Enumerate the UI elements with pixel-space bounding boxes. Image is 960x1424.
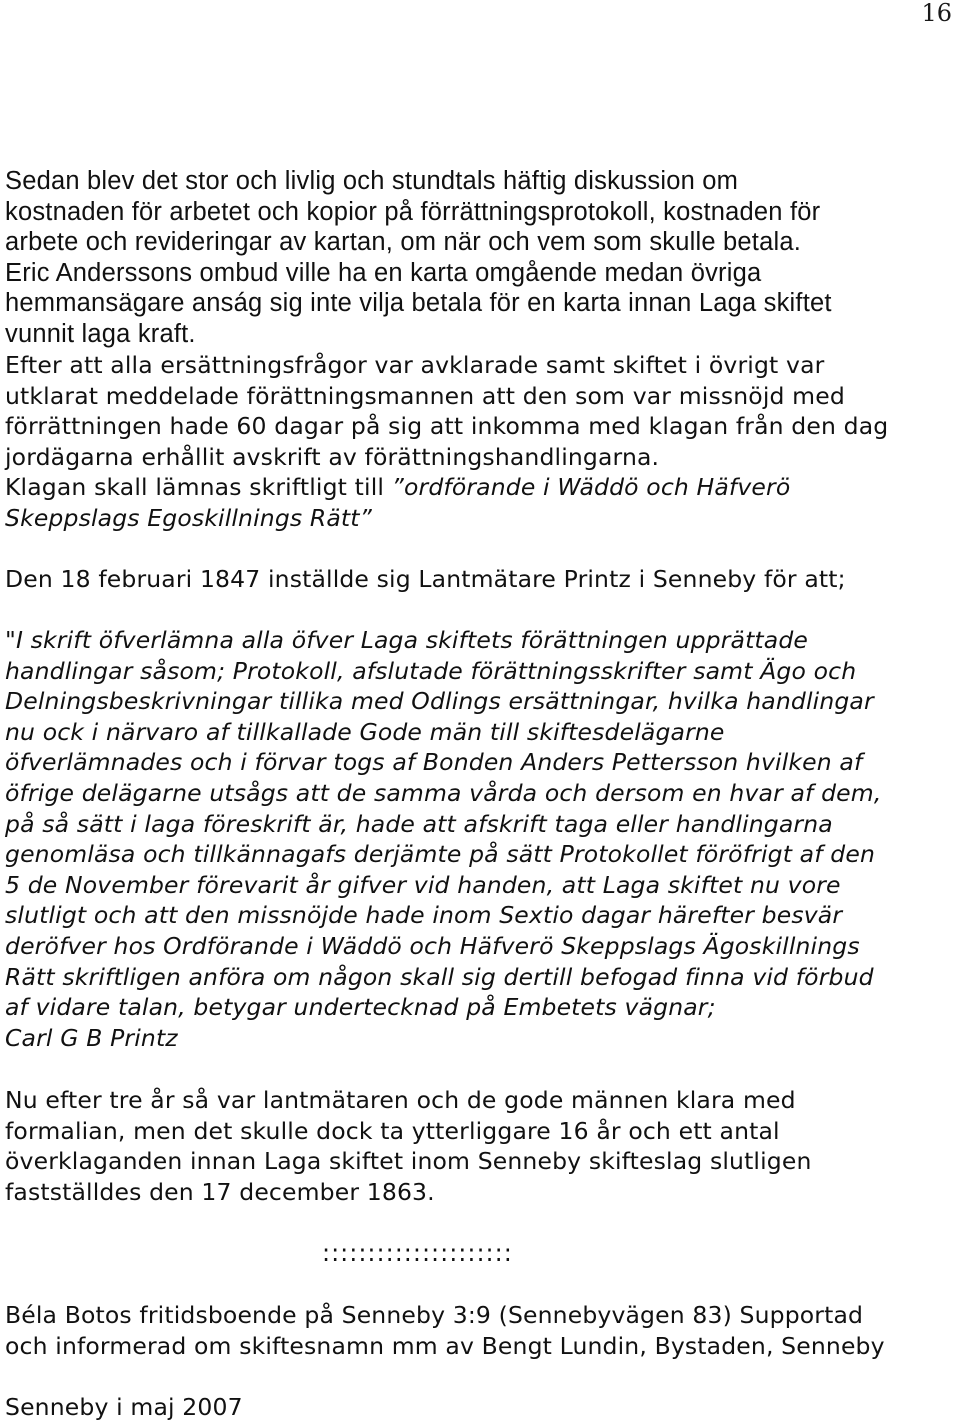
paragraph-date [5,564,953,595]
quote-line: öfverlämnades och i förvar togs af Bonden Anders Pettersson hvilken af [5,748,863,777]
text-line: Senneby i maj 2007 [5,1393,243,1421]
signoff [5,1392,953,1423]
text-line: Nu efter tre år så var lantmätaren och de gode männen klara med [5,1086,796,1114]
text-line: Eric Anderssons ombud ville ha en karta omgående medan övriga [5,258,762,287]
text-line: och informerad om skiftesnamn mm av Bengt Lundin, Bystaden, Senneby [5,1331,885,1360]
quote-printz [5,625,953,1053]
text-line: arbete och revideringar av kartan, om när och vem som skulle betala. [5,228,801,257]
quote-line: nu ock i närvaro af tillkallade Gode män till skiftesdelägarne [5,717,725,746]
text-line: jordägarna erhållit avskrift av förättningshandlingarna. [5,442,660,471]
quote-line: handlingar såsom; Protokoll, afslutade förättningsskrifter samt Ägo och [5,656,857,685]
quote-line: slutligt och att den missnöjde hade inom Sextio dagar härefter besvär [5,901,843,930]
quote-line: af vidare talan, betygar undertecknad på Embetets vägnar; [5,993,716,1022]
quote-line: öfrige delägarne utsågs att de samma vårda och dersom en hvar af dem, [5,778,882,807]
paragraph-discussion [5,166,953,350]
klagan-prefix: Klagan skall lämnas skriftligt till [5,473,392,502]
quote-line: genomläsa och tillkännagafs derjämte på sätt Protokollet föröfrigt af den [5,840,875,869]
quote-line: "I skrift öfverlämna alla öfver Laga skiftets förättningen upprättade [5,626,809,654]
text-line: utklarat meddelade förättningsmannen att den som var missnöjd med [5,381,845,410]
paragraph-klagan [5,350,953,534]
text-line: kostnaden för arbetet och kopior på förrättningsprotokoll, kostnaden för [5,197,821,226]
quote-line: på så sätt i laga föreskrift är, hade att afskrift taga eller handlingarna [5,809,833,838]
text-line: hemmansägare anság sig inte vilja betala för en karta innan Laga skiftet [5,289,832,318]
quote-line: Rätt skriftligen anföra om någon skall sig dertill befogad finna vid förbud [5,962,874,991]
text-line: fastställdes den 17 december 1863. [5,1177,435,1206]
page-number: 16 [921,0,952,27]
quote-line: Delningsbeskrivningar tillika med Odlings ersättningar, hvilka handlingar [5,687,874,716]
text-line: överklaganden innan Laga skiftet inom Senneby skifteslag slutligen [5,1147,812,1176]
text-line [5,472,953,503]
text-line: vunnit laga kraft. [5,319,196,348]
text-line: Den 18 februari 1847 inställde sig Lantmätare Printz i Senneby för att; [5,565,846,593]
text-line: förrättningen hade 60 dagar på sig att inkomma med klagan från den dag [5,412,889,441]
court-name-italic: ”ordförande i Wäddö och Häfverö [391,473,791,502]
section-divider: ::::::::::::::::::::: [322,1239,513,1267]
text-line: Béla Botos fritidsboende på Senneby 3:9 (Sennebyvägen 83) Supportad [5,1301,864,1329]
text-line: Efter att alla ersättningsfrågor var avklarade samt skiftet i övrigt var [5,351,825,379]
paragraph-conclusion [5,1085,953,1207]
credits [5,1300,953,1361]
text-line: Sedan blev det stor och livlig och stundtals häftig diskussion om [5,167,739,195]
court-name-italic-line2: Skeppslags Egoskillnings Rätt” [5,503,372,532]
text-line: formalian, men det skulle dock ta ytterliggare 16 år och ett antal [5,1116,780,1145]
quote-line: deröfver hos Ordförande i Wäddö och Häfverö Skeppslags Ägoskillnings [5,931,860,960]
quote-line: 5 de November förevarit år gifver vid handen, att Laga skiftet nu vore [5,870,841,899]
signature-line: Carl G B Printz [5,1023,178,1052]
